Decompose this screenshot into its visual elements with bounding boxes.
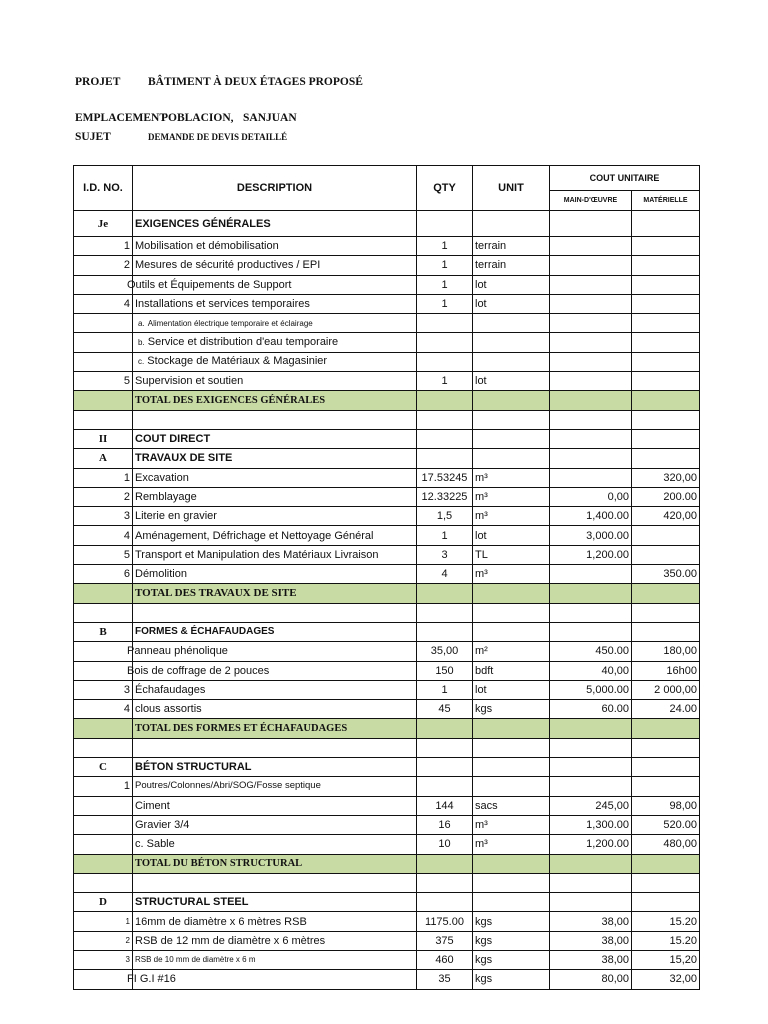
table-row xyxy=(74,835,700,854)
row-id xyxy=(74,275,133,294)
col-header-labor: MAIN-D'ŒUVRE xyxy=(550,191,632,211)
row-id: II xyxy=(74,429,133,448)
sujet-value: DEMANDE DE DEVIS DETAILLÉ xyxy=(148,132,288,142)
table-row xyxy=(74,622,700,641)
row-qty: 1 xyxy=(417,294,473,313)
row-unit: kgs xyxy=(473,931,550,950)
table-row xyxy=(74,758,700,777)
row-labor: 450.00 xyxy=(550,642,632,661)
table-row xyxy=(74,700,700,719)
col-header-unit: UNIT xyxy=(473,166,550,211)
row-qty: 1 xyxy=(417,526,473,545)
table-row xyxy=(74,449,700,468)
total-label: TOTAL DES EXIGENCES GÉNÉRALES xyxy=(133,391,417,410)
table-row xyxy=(74,468,700,487)
row-qty: 150 xyxy=(417,661,473,680)
subsection-title: STRUCTURAL STEEL xyxy=(133,893,417,912)
row-material: 520.00 xyxy=(632,815,700,834)
row-material: 98,00 xyxy=(632,796,700,815)
row-id: 2 xyxy=(74,487,133,506)
row-labor xyxy=(550,565,632,584)
row-id xyxy=(74,661,133,680)
table-row xyxy=(74,815,700,834)
row-id xyxy=(74,642,133,661)
row-unit: m² xyxy=(473,642,550,661)
total-row xyxy=(74,719,700,738)
row-material: 32,00 xyxy=(632,970,700,989)
row-description: Démolition xyxy=(133,565,417,584)
row-labor: 38,00 xyxy=(550,931,632,950)
row-description: Supervision et soutien xyxy=(133,372,417,391)
row-id: 5 xyxy=(74,372,133,391)
row-labor: 1,200.00 xyxy=(550,545,632,564)
row-unit: bdft xyxy=(473,661,550,680)
total-row xyxy=(74,854,700,873)
table-row xyxy=(74,314,700,333)
row-description: RSB de 10 mm de diamètre x 6 m xyxy=(133,950,417,969)
row-unit: m³ xyxy=(473,815,550,834)
row-labor: 1,200.00 xyxy=(550,835,632,854)
subsection-title: TRAVAUX DE SITE xyxy=(133,449,417,468)
row-qty: 1 xyxy=(417,256,473,275)
subsection-title: FORMES & ÉCHAFAUDAGES xyxy=(133,622,417,641)
row-material xyxy=(632,526,700,545)
row-qty: 460 xyxy=(417,950,473,969)
row-id: 2 xyxy=(74,931,133,950)
row-qty: 3 xyxy=(417,545,473,564)
table-row xyxy=(74,950,700,969)
row-description: RSB de 12 mm de diamètre x 6 mètres xyxy=(133,931,417,950)
row-description: FI G.I #16 xyxy=(127,973,176,986)
row-id: 1 xyxy=(74,468,133,487)
table-row xyxy=(74,256,700,275)
table-row xyxy=(74,487,700,506)
row-labor: 38,00 xyxy=(550,912,632,931)
row-description: Transport et Manipulation des Matériaux Livraison xyxy=(133,545,417,564)
row-unit: sacs xyxy=(473,796,550,815)
row-material: 480,00 xyxy=(632,835,700,854)
row-unit: m³ xyxy=(473,565,550,584)
row-description: Literie en gravier xyxy=(133,507,417,526)
row-id: 6 xyxy=(74,565,133,584)
row-unit: kgs xyxy=(473,700,550,719)
section-title: EXIGENCES GÉNÉRALES xyxy=(133,211,417,237)
row-qty: 1 xyxy=(417,680,473,699)
row-description: Mobilisation et démobilisation xyxy=(133,237,417,256)
row-labor: 3,000.00 xyxy=(550,526,632,545)
table-row xyxy=(74,526,700,545)
row-description: Mesures de sécurité productives / EPI xyxy=(133,256,417,275)
row-unit: terrain xyxy=(473,256,550,275)
table-row xyxy=(74,507,700,526)
emplacement-label: EMPLACEMENT xyxy=(75,112,167,124)
row-id: 2 xyxy=(74,256,133,275)
total-row xyxy=(74,391,700,410)
row-id: 3 xyxy=(74,507,133,526)
row-description: Ciment xyxy=(133,796,417,815)
emplacement-value-2: SANJUAN xyxy=(243,112,297,124)
row-id: 4 xyxy=(74,700,133,719)
row-description: Remblayage xyxy=(133,487,417,506)
row-id: 4 xyxy=(74,294,133,313)
col-header-id: I.D. NO. xyxy=(74,166,133,211)
row-id: 1 xyxy=(74,237,133,256)
row-id: A xyxy=(74,449,133,468)
table-row xyxy=(74,642,700,661)
row-labor: 60.00 xyxy=(550,700,632,719)
row-qty: 4 xyxy=(417,565,473,584)
row-unit: lot xyxy=(473,526,550,545)
emplacement-value-1: POBLACION, xyxy=(161,112,234,124)
sujet-label: SUJET xyxy=(75,131,111,143)
row-description: Installations et services temporaires xyxy=(133,294,417,313)
row-unit: kgs xyxy=(473,950,550,969)
row-qty: 35 xyxy=(417,970,473,989)
table-row xyxy=(74,661,700,680)
total-label: TOTAL DES FORMES ET ÉCHAFAUDAGES xyxy=(133,719,417,738)
row-labor: 40,00 xyxy=(550,661,632,680)
row-material: 24.00 xyxy=(632,700,700,719)
row-id: 1 xyxy=(74,912,133,931)
row-material: 16h00 xyxy=(632,661,700,680)
col-header-cost: COUT UNITAIRE xyxy=(550,166,700,191)
row-qty: 16 xyxy=(417,815,473,834)
row-qty: 10 xyxy=(417,835,473,854)
table-row xyxy=(74,796,700,815)
row-unit: lot xyxy=(473,275,550,294)
row-qty: 1 xyxy=(417,237,473,256)
total-label: TOTAL DES TRAVAUX DE SITE xyxy=(133,584,417,603)
row-id: B xyxy=(74,622,133,641)
row-id: C xyxy=(74,758,133,777)
row-unit: terrain xyxy=(473,237,550,256)
row-unit: m³ xyxy=(473,507,550,526)
table-row xyxy=(74,893,700,912)
table-row xyxy=(74,970,700,989)
row-unit: lot xyxy=(473,372,550,391)
total-row xyxy=(74,584,700,603)
row-description: Bois de coffrage de 2 pouces xyxy=(127,664,270,677)
table-row xyxy=(74,333,700,352)
row-labor: 1,400.00 xyxy=(550,507,632,526)
row-labor xyxy=(550,468,632,487)
row-material xyxy=(632,545,700,564)
table-row xyxy=(74,294,700,313)
row-unit: m³ xyxy=(473,835,550,854)
projet-label: PROJET xyxy=(75,76,121,88)
col-header-qty: QTY xyxy=(417,166,473,211)
row-unit: lot xyxy=(473,294,550,313)
row-description: Excavation xyxy=(133,468,417,487)
table-row xyxy=(74,680,700,699)
row-id: 4 xyxy=(74,526,133,545)
row-qty: 144 xyxy=(417,796,473,815)
row-labor: 38,00 xyxy=(550,950,632,969)
row-labor: 245,00 xyxy=(550,796,632,815)
table-row xyxy=(74,545,700,564)
total-label: TOTAL DU BÉTON STRUCTURAL xyxy=(133,854,417,873)
row-description: Aménagement, Défrichage et Nettoyage Général xyxy=(133,526,417,545)
row-description: Gravier 3/4 xyxy=(133,815,417,834)
row-material: 180,00 xyxy=(632,642,700,661)
sub-letter: b. xyxy=(138,338,145,348)
row-material: 320,00 xyxy=(632,468,700,487)
table-row xyxy=(74,931,700,950)
sub-letter: a. xyxy=(138,318,145,328)
row-description: Poutres/Colonnes/Abri/SOG/Fosse septique xyxy=(133,777,417,796)
row-description: Service et distribution d'eau temporaire xyxy=(147,336,339,349)
row-qty: 12.33225 xyxy=(417,487,473,506)
subsection-title: BÉTON STRUCTURAL xyxy=(133,758,417,777)
section-title: COUT DIRECT xyxy=(133,429,417,448)
row-id: D xyxy=(74,893,133,912)
row-unit: kgs xyxy=(473,970,550,989)
row-description: clous assortis xyxy=(133,700,417,719)
row-id: 5 xyxy=(74,545,133,564)
row-unit: TL xyxy=(473,545,550,564)
row-material: 420,00 xyxy=(632,507,700,526)
table-row xyxy=(74,372,700,391)
row-description: c. Sable xyxy=(133,835,417,854)
row-id: 3 xyxy=(74,680,133,699)
table-row xyxy=(74,352,700,371)
row-description: 16mm de diamètre x 6 mètres RSB xyxy=(133,912,417,931)
row-material: 15.20 xyxy=(632,931,700,950)
row-material: 15,20 xyxy=(632,950,700,969)
table-row xyxy=(74,275,700,294)
row-description: Panneau phénolique xyxy=(127,645,228,658)
row-unit: m³ xyxy=(473,468,550,487)
row-qty: 1 xyxy=(417,275,473,294)
row-description: Alimentation électrique temporaire et éclairage xyxy=(147,318,313,328)
row-id xyxy=(74,970,133,989)
row-material: 200.00 xyxy=(632,487,700,506)
table-row xyxy=(74,211,700,237)
row-id: Je xyxy=(74,211,133,237)
row-unit: kgs xyxy=(473,912,550,931)
row-labor: 5,000.00 xyxy=(550,680,632,699)
table-row xyxy=(74,912,700,931)
row-id: 1 xyxy=(74,777,133,796)
row-description: Stockage de Matériaux & Magasinier xyxy=(147,355,328,368)
row-material: 2 000,00 xyxy=(632,680,700,699)
table-row xyxy=(74,565,700,584)
table-row xyxy=(74,429,700,448)
row-material: 350.00 xyxy=(632,565,700,584)
table-row xyxy=(74,237,700,256)
row-description: Outils et Équipements de Support xyxy=(127,278,292,291)
row-qty: 1175.00 xyxy=(417,912,473,931)
row-labor: 80,00 xyxy=(550,970,632,989)
table-row xyxy=(74,777,700,796)
estimate-table xyxy=(73,165,700,990)
sub-letter: c. xyxy=(138,357,145,367)
row-qty: 45 xyxy=(417,700,473,719)
col-header-material: MATÉRIELLE xyxy=(632,191,700,211)
row-material: 15.20 xyxy=(632,912,700,931)
row-unit: lot xyxy=(473,680,550,699)
row-id: 3 xyxy=(74,950,133,969)
row-qty: 17.53245 xyxy=(417,468,473,487)
projet-value: BÂTIMENT À DEUX ÉTAGES PROPOSÉ xyxy=(148,76,363,88)
row-labor: 1,300.00 xyxy=(550,815,632,834)
row-description: Échafaudages xyxy=(133,680,417,699)
row-qty: 1 xyxy=(417,372,473,391)
col-header-description: DESCRIPTION xyxy=(133,166,417,211)
row-qty: 35,00 xyxy=(417,642,473,661)
row-labor: 0,00 xyxy=(550,487,632,506)
row-qty: 1,5 xyxy=(417,507,473,526)
row-qty: 375 xyxy=(417,931,473,950)
row-unit: m³ xyxy=(473,487,550,506)
